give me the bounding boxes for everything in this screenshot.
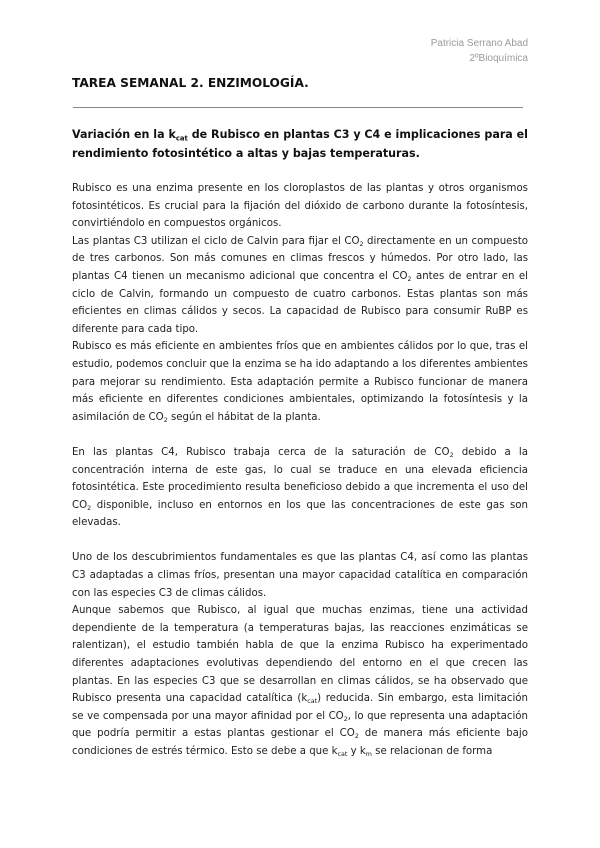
page-header [431, 36, 528, 66]
paragraph-intro: Rubisco es una enzima presente en los cloroplastos de las plantas y otros organismos fotosintéticos. Es crucial para la fijación del dióxido de carbono durante la fotosíntesis, convirtiéndolo en compuestos orgánicos. [72, 183, 528, 230]
document-title: TAREA SEMANAL 2. ENZIMOLOGÍA. [72, 76, 309, 90]
paragraph-c4-saturation: En las plantas C4, Rubisco trabaja cerca de la saturación de $CO_2$ debido a la concentración interna de este gas, lo cual se traduce en una elevada eficiencia fotosintética. Este procedimiento resulta beneficioso debido a que incrementa el uso del $CO_2$ disponible, incluso en entornos en los que las concentraciones de este gas son elevadas. [72, 446, 528, 529]
section-subtitle: Variación en la $k_{cat}$ de Rubisco en plantas C3 y C4 e implicaciones para el rendimiento fotosintético a altas y bajas temperaturas. [72, 128, 528, 160]
paragraph-temperature: Aunque sabemos que Rubisco, al igual que muchas enzimas, tiene una actividad dependiente de la temperatura (a temperaturas bajas, las reacciones enzimáticas se ralentizan), el estudio también habla de que la enzima Rubisco ha experimentado diferentes adaptaciones evolutivas dependiendo del entorno en el que crecen las plantas. En las especies C3 que se desarrollan en climas cálidos, se ha observado que Rubisco presenta una capacidad catalítica $(k_{cat})$ reducida. Sin embargo, esta limitación se ve compensada por una mayor afinidad por el $CO_2$, lo que representa una adaptación que podría permitir a estas plantas gestionar el $CO_2$ de manera más eficiente bajo condiciones de estrés térmico. Esto se debe a que $k_{cat}$ y $k_m$ se relacionan de forma [72, 605, 528, 759]
title-divider [73, 107, 523, 108]
document-body [72, 180, 528, 761]
paragraph-c3-c4: Las plantas C3 utilizan el ciclo de Calvin para fijar el $CO_2$ directamente en un compuesto de tres carbonos. Son más comunes en climas frescos y húmedos. Por otro lado, las plantas C4 tienen un mecanismo adicional que concentra el $CO_2$ antes de entrar en el ciclo de Calvin, formando un compuesto de cuatro carbonos. Estas plantas son más eficientes en climas cálidos y secos. La capacidad de Rubisco para consumir RuBP es diferente para cada tipo. [72, 235, 528, 335]
paragraph-cold-efficiency: Rubisco es más eficiente en ambientes fríos que en ambientes cálidos por lo que, tras el estudio, podemos concluir que la enzima se ha ido adaptando a los diferentes ambientes para mejorar su rendimiento. Esta adaptación permite a Rubisco funcionar de manera más eficiente en diferentes condiciones ambientales, optimizando la fotosíntesis y la asimilación de $CO_2$ según el hábitat de la planta. [72, 341, 528, 424]
author-name: Patricia Serrano Abad [430, 38, 528, 49]
paragraph-key-finding: Uno de los descubrimientos fundamentales es que las plantas C4, así como las plantas C3 adaptadas a climas fríos, presentan una mayor capacidad catalítica en comparación con las especies C3 de climas cálidos. [72, 552, 528, 599]
course-label: 2ºBioquímica [469, 53, 528, 64]
